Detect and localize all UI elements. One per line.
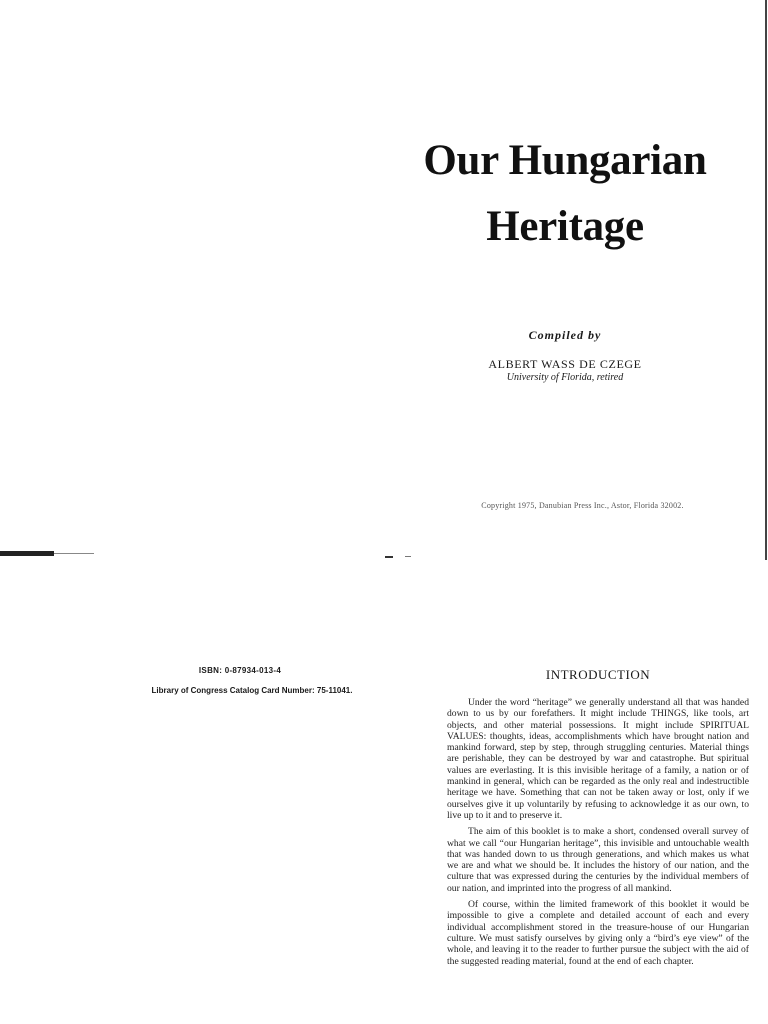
introduction-paragraph-3: Of course, within the limited framework of this booklet it would be impossible to give a complete and detailed account of each and every individual accomplishment stored in the treasure-house of our Hungarian culture. We must satisfy ourselves by giving only a “bird’s eye view” of the whole, and leaving it to the reader to further pursue the subject with the aid of the suggested reading material, found at the end of each chapter. [447,899,749,967]
isbn-line: ISBN: 0-87934-013-4 [198,666,282,675]
introduction-paragraph-1: Under the word “heritage” we generally understand all that was handed down to us by our forefathers. It might include THINGS, like tools, art objects, and other material possessions. It might include SPIRITUAL VALUES: thoughts, ideas, accomplishments which have brought nation and mankind forward, step by step, through struggling centuries. Material things are perishable, they can be destroyed by war and catastrophe. But spiritual values are everlasting. It is this invisible heritage of a family, a nation or of mankind in general, which can be regarded as the only real and indestructible heritage we have. Something that can not be taken away or lost, only if we ourselves give it up voluntarily by refusing to acknowledge it as our own, to live up to it and to preserve it. [447,697,749,821]
book-title-line-2: Heritage [486,203,644,250]
copyright-notice: Copyright 1975, Danubian Press Inc., Astor, Florida 32002. [481,501,684,510]
introduction-paragraph-2: The aim of this booklet is to make a short, condensed overall survey of what we call “our Hungarian heritage”, this invisible and untouchable wealth that was handed down to us through generations, and which makes us what we are and what we should be. It includes the history of our nation, and the culture that was expressed during the centuries by the individual members of our nation, and imprinted into the progress of all mankind. [447,826,749,894]
introduction-body [447,697,749,972]
scan-artifact-dash [385,556,393,558]
scan-artifact-line [54,553,94,554]
scan-artifact-dot [405,556,411,557]
scan-artifact-bar [0,551,54,556]
author-name: ALBERT WASS DE CZEGE [488,357,642,371]
introduction-heading: INTRODUCTION [545,667,651,682]
page-edge-line [765,0,767,560]
book-title-line-1: Our Hungarian [423,137,707,184]
library-of-congress-line: Library of Congress Catalog Card Number: 75-11041. [151,686,353,695]
author-affiliation: University of Florida, retired [506,372,624,383]
compiled-by-label: Compiled by [528,328,602,342]
